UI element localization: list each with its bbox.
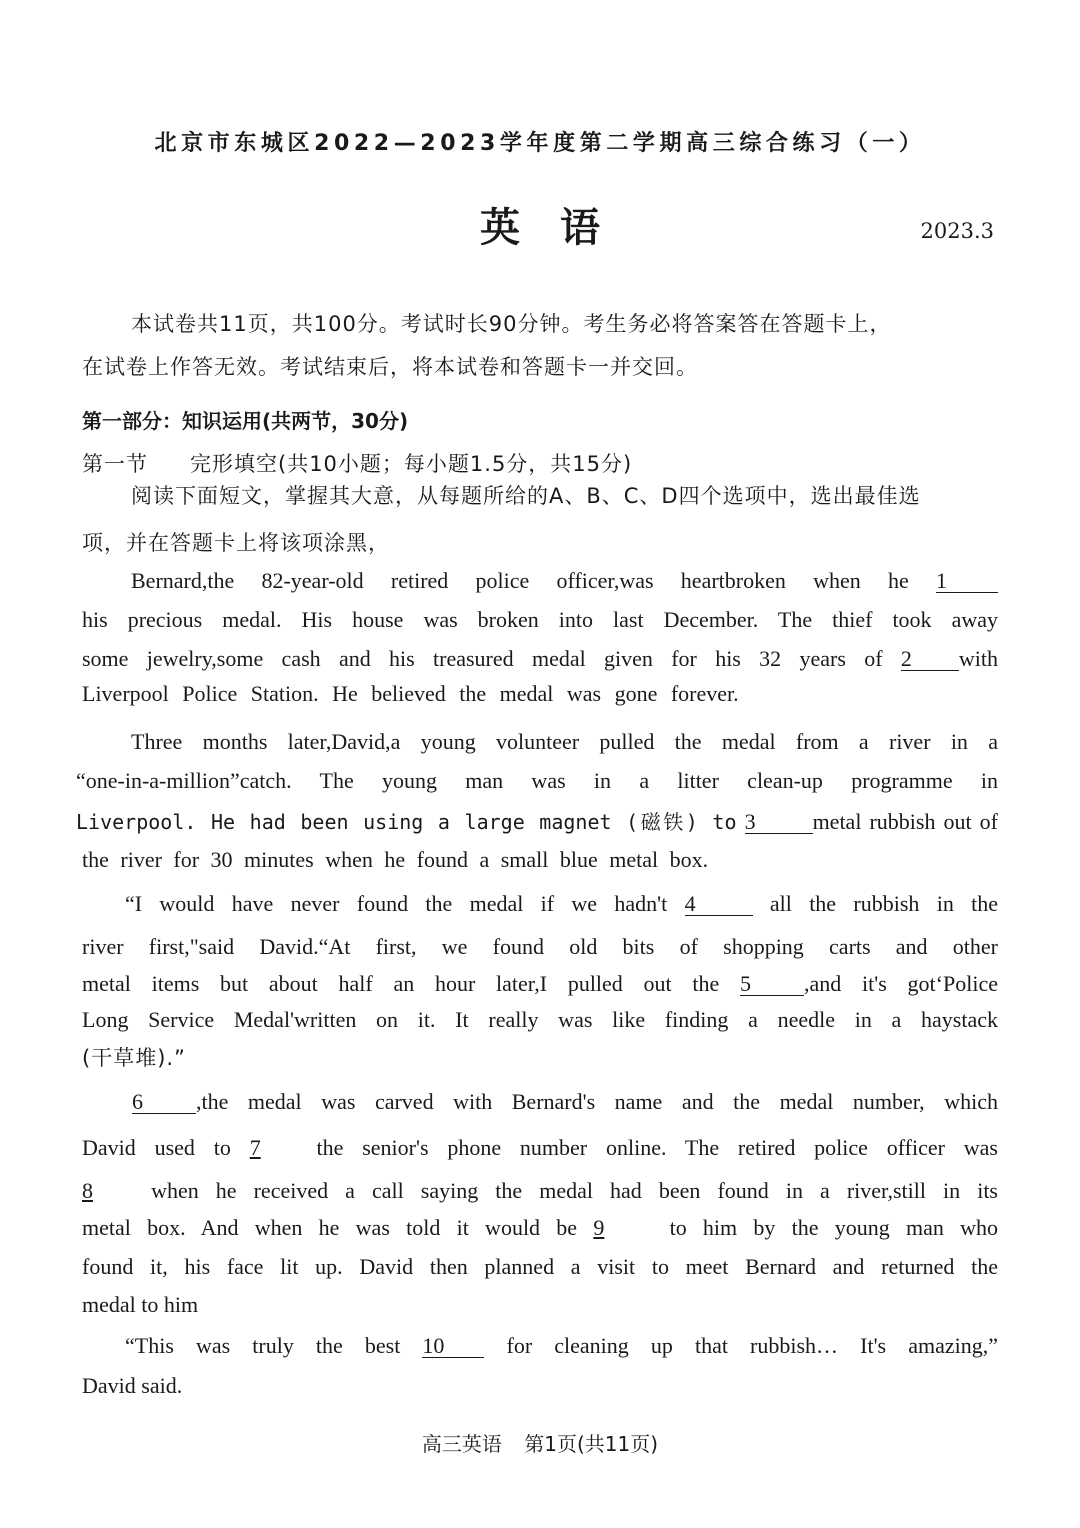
passage-text: metal box. And when he was told it would be bbox=[82, 1215, 578, 1240]
passage-line: river first,"said David.“At first, we found old bits of shopping carts and other bbox=[82, 934, 998, 959]
passage-text: some jewelry,some cash and his treasured medal given for his 32 years of bbox=[82, 646, 883, 671]
blank-9: 9 bbox=[593, 1215, 605, 1240]
passage-line: (干草堆).” bbox=[82, 1046, 186, 1070]
passage-line bbox=[131, 567, 998, 595]
blank-1: 1 bbox=[936, 570, 998, 593]
passage-line bbox=[82, 1177, 998, 1205]
section-title: 完形填空(共10小题；每小题1.5分，共15分) bbox=[190, 452, 633, 476]
exam-date: 2023.3 bbox=[920, 219, 994, 243]
passage-line bbox=[125, 890, 998, 918]
passage-text: ,and it's got‘Police bbox=[804, 971, 998, 996]
passage-text: for cleaning up that rubbish… It's amazing,” bbox=[506, 1333, 998, 1358]
passage-text: ,the medal was carved with Bernard's name and the medal number, which bbox=[196, 1089, 998, 1114]
passage-line bbox=[82, 1214, 998, 1242]
passage-line bbox=[82, 970, 998, 998]
instructions-line-1: 本试卷共11页，共100分。考试时长90分钟。考生务必将答案答在答题卡上， bbox=[131, 312, 892, 336]
passage-line bbox=[82, 1134, 998, 1162]
passage-line: Three months later,David,a young volunteer pulled the medal from a river in a bbox=[131, 729, 998, 754]
passage-line bbox=[125, 1332, 998, 1360]
passage-text: when he received a call saying the medal had been found in a river,still in its bbox=[151, 1178, 998, 1203]
part-heading: 第一部分：知识运用(共两节，30分) bbox=[82, 409, 409, 433]
passage-line: David said. bbox=[82, 1373, 183, 1398]
instructions-line-2: 在试卷上作答无效。考试结束后，将本试卷和答题卡一并交回。 bbox=[82, 355, 698, 379]
passage-line: Long Service Medal'written on it. It really was like finding a needle in a haystack bbox=[82, 1007, 998, 1032]
blank-8-wrap bbox=[82, 1180, 134, 1202]
blank-9-wrap bbox=[593, 1217, 653, 1239]
blank-8: 8 bbox=[82, 1178, 93, 1203]
passage-text: all the rubbish in the bbox=[769, 891, 999, 916]
blank-5: 5 bbox=[740, 973, 804, 996]
passage-text: “This was truly the best bbox=[125, 1333, 401, 1358]
passage-text: metal items but about half an hour later,I pulled out the bbox=[82, 971, 720, 996]
passage-line: his precious medal. His house was broken into last December. The thief took away bbox=[82, 607, 998, 632]
passage-line: found it, his face lit up. David then planned a visit to meet Bernard and returned the bbox=[82, 1254, 998, 1279]
page-footer bbox=[0, 1428, 1080, 1457]
passage-text: the senior's phone number online. The retired police officer was bbox=[316, 1135, 998, 1160]
exam-title: 北京市东城区2022—2023学年度第二学期高三综合练习（一） bbox=[154, 131, 926, 156]
passage-line bbox=[132, 1088, 998, 1116]
passage-text: David used to bbox=[82, 1135, 231, 1160]
footer-course: 高三英语 bbox=[421, 1432, 502, 1456]
passage-line bbox=[82, 645, 998, 673]
passage-text: Liverpool. He had been using a large magnet (磁铁) to bbox=[76, 810, 737, 834]
passage-line bbox=[76, 808, 998, 836]
footer-page-number: 第1页(共11页) bbox=[524, 1432, 659, 1456]
blank-3: 3 bbox=[745, 811, 813, 834]
blank-6: 6 bbox=[132, 1091, 196, 1114]
blank-2: 2 bbox=[901, 648, 959, 671]
passage-text: Bernard,the 82-year-old retired police officer,was heartbroken when he bbox=[131, 568, 909, 593]
passage-text: to him by the young man who bbox=[669, 1215, 999, 1240]
passage-line: the river for 30 minutes when he found a small blue metal box. bbox=[82, 847, 709, 872]
section-label: 第一节 bbox=[82, 452, 148, 476]
directions-line-2: 项，并在答题卡上将该项涂黑， bbox=[82, 531, 390, 555]
passage-line: medal to him bbox=[82, 1292, 199, 1317]
blank-7-wrap bbox=[250, 1137, 298, 1159]
blank-4: 4 bbox=[685, 893, 753, 916]
passage-line: “one-in-a-million”catch. The young man was in a litter clean-up programme in bbox=[76, 768, 998, 793]
passage-text: “I would have never found the medal if we hadn't bbox=[125, 891, 668, 916]
subject-title: 英语 bbox=[480, 205, 640, 251]
passage-text: metal rubbish out of bbox=[812, 809, 998, 834]
passage-line: Liverpool Police Station. He believed the medal was gone forever. bbox=[82, 681, 739, 706]
directions-line-1: 阅读下面短文，掌握其大意，从每题所给的A、B、C、D四个选项中，选出最佳选 bbox=[131, 484, 921, 508]
blank-10: 10 bbox=[422, 1335, 484, 1358]
blank-7: 7 bbox=[249, 1135, 261, 1160]
passage-text: with bbox=[958, 646, 999, 671]
